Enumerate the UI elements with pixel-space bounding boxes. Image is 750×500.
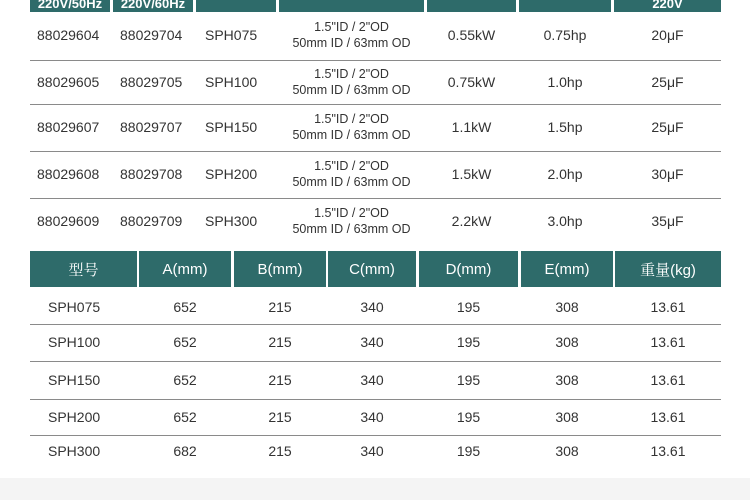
- dim-d: 195: [456, 443, 481, 459]
- weight: 13.61: [650, 372, 686, 388]
- dim-b: 215: [268, 299, 292, 315]
- connection-size: [279, 60, 424, 104]
- connection-inch: 1.5"ID / 2"OD: [314, 206, 389, 220]
- dim-d: 195: [456, 299, 481, 315]
- capacitor: 20μF: [651, 27, 684, 43]
- connection-inch: 1.5"ID / 2"OD: [314, 159, 389, 173]
- table-row: [30, 198, 721, 244]
- model: SPH200: [48, 409, 101, 425]
- model: SPH100: [205, 74, 258, 90]
- weight: 13.61: [650, 299, 686, 315]
- connection-inch: 1.5"ID / 2"OD: [314, 67, 389, 81]
- top-header-cell: 220V/60Hz: [113, 0, 193, 12]
- connection-size: [279, 198, 424, 244]
- weight: 13.61: [650, 334, 686, 350]
- table-row: [30, 361, 721, 399]
- connection-mm: 50mm ID / 63mm OD: [292, 222, 411, 236]
- power: 0.55kW: [447, 27, 496, 43]
- connection-mm: 50mm ID / 63mm OD: [292, 128, 411, 142]
- connection-size: [279, 104, 424, 150]
- dim-b: 215: [268, 443, 292, 459]
- code-60hz: 88029707: [120, 119, 183, 135]
- table-row: [30, 290, 721, 324]
- top-header-cell: 220V/50Hz: [30, 0, 110, 12]
- dim-e: 308: [555, 409, 579, 425]
- header-b: B(mm): [234, 251, 326, 287]
- horsepower: 1.5hp: [547, 119, 583, 135]
- dim-e: 308: [555, 372, 579, 388]
- top-header-cell: [427, 0, 516, 12]
- table-row: [30, 104, 721, 150]
- dim-d: 195: [456, 409, 481, 425]
- table-row: [30, 12, 721, 58]
- table-row: [30, 435, 721, 467]
- dim-a: 652: [173, 372, 197, 388]
- connection-mm: 50mm ID / 63mm OD: [292, 83, 411, 97]
- table-row: [30, 151, 721, 197]
- header-e: E(mm): [521, 251, 613, 287]
- model: SPH150: [205, 119, 258, 135]
- power: 1.5kW: [451, 166, 492, 182]
- header-c: C(mm): [328, 251, 416, 287]
- model: SPH300: [205, 213, 258, 229]
- weight: 13.61: [650, 409, 686, 425]
- code-60hz: 88029709: [120, 213, 183, 229]
- top-header-cell: [519, 0, 611, 12]
- header-model: 型号: [30, 251, 137, 287]
- code-50hz: 88029608: [37, 166, 100, 182]
- model: SPH150: [48, 372, 101, 388]
- code-60hz: 88029705: [120, 74, 183, 90]
- dim-b: 215: [268, 334, 292, 350]
- model: SPH300: [48, 443, 101, 459]
- dim-a: 652: [173, 409, 197, 425]
- dim-a: 682: [173, 443, 197, 459]
- dim-e: 308: [555, 299, 579, 315]
- dim-c: 340: [360, 409, 384, 425]
- header-a: A(mm): [139, 251, 231, 287]
- horsepower: 0.75hp: [543, 27, 587, 43]
- table-row: [30, 399, 721, 435]
- page-footer-band: [0, 478, 750, 500]
- model: SPH100: [48, 334, 101, 350]
- top-header-cell: [196, 0, 276, 12]
- header-weight: 重量(kg): [615, 251, 721, 287]
- dim-b: 215: [268, 409, 292, 425]
- dim-c: 340: [360, 334, 384, 350]
- horsepower: 2.0hp: [547, 166, 583, 182]
- top-header-cell: [279, 0, 424, 12]
- dim-c: 340: [360, 372, 384, 388]
- code-50hz: 88029609: [37, 213, 100, 229]
- connection-size: [279, 151, 424, 197]
- power: 2.2kW: [451, 213, 492, 229]
- top-header-cell: 220V: [614, 0, 721, 12]
- horsepower: 3.0hp: [547, 213, 583, 229]
- capacitor: 25μF: [651, 74, 684, 90]
- table-row: [30, 324, 721, 360]
- header-d: D(mm): [419, 251, 518, 287]
- power: 1.1kW: [451, 119, 492, 135]
- dim-d: 195: [456, 372, 481, 388]
- connection-mm: 50mm ID / 63mm OD: [292, 36, 411, 50]
- code-50hz: 88029604: [37, 27, 100, 43]
- code-60hz: 88029708: [120, 166, 183, 182]
- code-60hz: 88029704: [120, 27, 183, 43]
- power: 0.75kW: [447, 74, 496, 90]
- connection-inch: 1.5"ID / 2"OD: [314, 20, 389, 34]
- table-row: [30, 60, 721, 104]
- capacitor: 30μF: [651, 166, 684, 182]
- dim-e: 308: [555, 443, 579, 459]
- connection-inch: 1.5"ID / 2"OD: [314, 112, 389, 126]
- code-50hz: 88029605: [37, 74, 100, 90]
- code-50hz: 88029607: [37, 119, 100, 135]
- dim-b: 215: [268, 372, 292, 388]
- connection-mm: 50mm ID / 63mm OD: [292, 175, 411, 189]
- horsepower: 1.0hp: [547, 74, 583, 90]
- dim-c: 340: [360, 299, 384, 315]
- connection-size: [279, 12, 424, 58]
- dim-a: 652: [173, 299, 197, 315]
- weight: 13.61: [650, 443, 686, 459]
- dim-d: 195: [456, 334, 481, 350]
- model: SPH200: [205, 166, 258, 182]
- model: SPH075: [205, 27, 258, 43]
- dim-a: 652: [173, 334, 197, 350]
- model: SPH075: [48, 299, 101, 315]
- capacitor: 25μF: [651, 119, 684, 135]
- dim-e: 308: [555, 334, 579, 350]
- dim-c: 340: [360, 443, 384, 459]
- capacitor: 35μF: [651, 213, 684, 229]
